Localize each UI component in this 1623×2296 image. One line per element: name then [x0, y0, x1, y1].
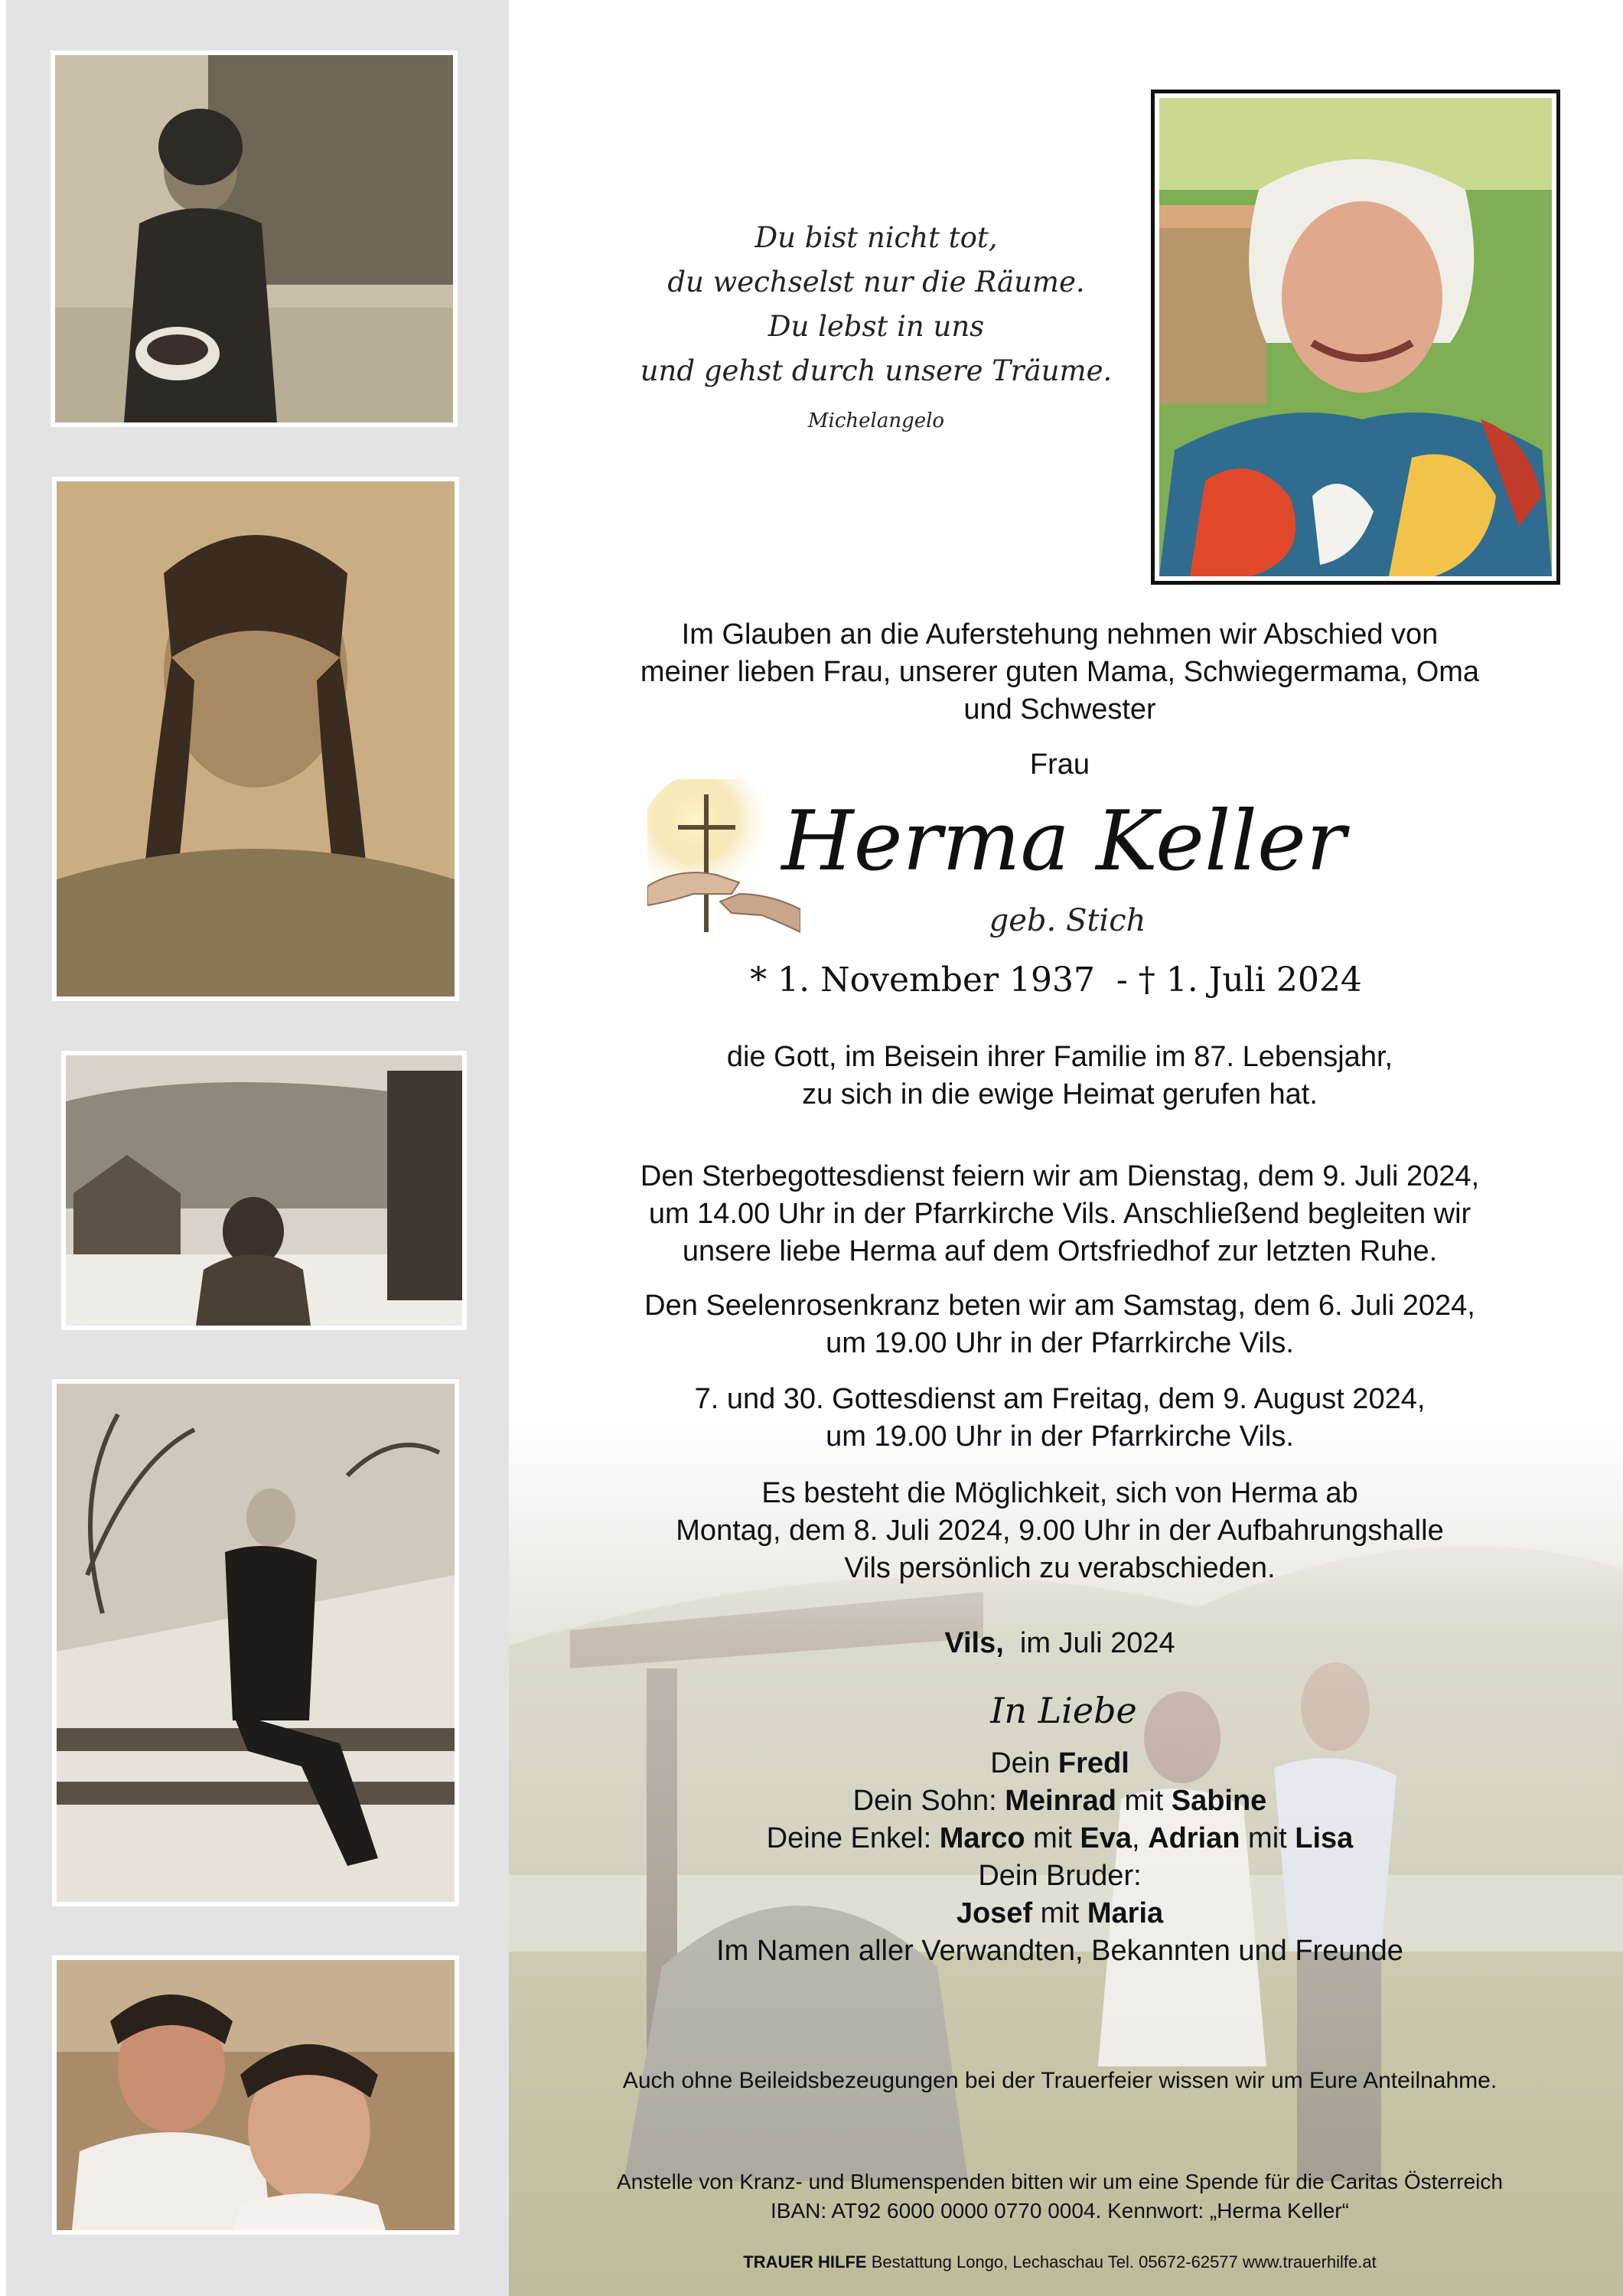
funeral-home-footer: [566, 2252, 1553, 2272]
text-line: um 19.00 Uhr in der Pfarrkirche Vils.: [826, 1327, 1294, 1359]
donation-line: Anstelle von Kranz- und Blumenspenden bitten wir um eine Spende für die Caritas Österreich: [617, 2170, 1503, 2193]
birth-date: * 1. November 1937: [750, 960, 1095, 1000]
place-date: [589, 1625, 1530, 1662]
family-line: Im Namen aller Verwandten, Bekannten und Freunde: [716, 1935, 1403, 1967]
in-love-heading: In Liebe: [990, 1690, 1137, 1731]
donation-line: IBAN: AT92 6000 0000 0770 0004. Kennwort: „Herma Keller“: [771, 2199, 1349, 2223]
text-line: Es besteht die Möglichkeit, sich von Herma ab: [761, 1477, 1358, 1509]
maiden-name: geb. Stich: [989, 903, 1146, 938]
family-list: [589, 1745, 1530, 1970]
place-date-text: im Juli 2024: [1019, 1627, 1175, 1659]
text-line: Den Seelenrosenkranz beten wir am Samstag, dem 6. Juli 2024,: [644, 1290, 1475, 1322]
text-line: Vils persönlich zu verabschieden.: [844, 1552, 1276, 1584]
footer-brand: TRAUER HILFE: [743, 2252, 867, 2272]
life-dates: [735, 960, 1377, 1000]
place-town: Vils,: [944, 1627, 1004, 1659]
text-line: 7. und 30. Gottesdienst am Freitag, dem 9. August 2024,: [694, 1383, 1426, 1415]
text-line: zu sich in die ewige Heimat gerufen hat.: [802, 1078, 1318, 1110]
family-line: Dein Bruder:: [978, 1860, 1142, 1892]
salutation: Frau: [1029, 748, 1090, 781]
quote-line: Du lebst in uns: [768, 310, 985, 343]
death-date: - † 1. Juli 2024: [1116, 960, 1362, 1000]
couple-photo: [52, 1955, 459, 2235]
intro-line: und Schwester: [963, 693, 1156, 726]
rosary-text: [589, 1287, 1530, 1362]
memorial-quote: [627, 216, 1125, 393]
text-line: um 19.00 Uhr in der Pfarrkirche Vils.: [826, 1420, 1294, 1453]
winter-village-photo: [61, 1051, 467, 1330]
text-line: unsere liebe Herma auf dem Ortsfriedhof zur letzten Ruhe.: [682, 1235, 1438, 1267]
family-line: Deine Enkel: Marco mit Eva, Adrian mit Lisa: [766, 1822, 1354, 1854]
quote-line: und gehst durch unsere Träume.: [640, 354, 1113, 387]
memorial-mass-text: [589, 1381, 1530, 1456]
intro-line: meiner lieben Frau, unserer guten Mama, Schwiegermama, Oma: [640, 656, 1480, 688]
text-line: die Gott, im Beisein ihrer Familie im 87. Lebensjahr,: [726, 1041, 1393, 1073]
family-line: Josef mit Maria: [956, 1897, 1164, 1929]
footer-details: Bestattung Longo, Lechaschau Tel. 05672-62577 www.trauerhilfe.at: [866, 2252, 1377, 2272]
funeral-service-text: [589, 1158, 1530, 1270]
quote-line: du wechselst nur die Räume.: [667, 266, 1085, 298]
deceased-name: Herma Keller: [781, 794, 1346, 889]
viewing-text: [589, 1475, 1530, 1587]
text-line: Montag, dem 8. Juli 2024, 9.00 Uhr in der Aufbahrungshalle: [676, 1515, 1444, 1547]
quote-line: Du bist nicht tot,: [754, 221, 998, 254]
donation-note: [566, 2167, 1553, 2226]
youth-portrait-photo: [52, 477, 459, 1001]
quote-author: Michelangelo: [807, 409, 945, 432]
intro-text: [589, 616, 1530, 729]
text-line: um 14.00 Uhr in der Pfarrkirche Vils. Anschließend begleiten wir: [648, 1198, 1471, 1230]
condolence-note: Auch ohne Beileidsbezeugungen bei der Trauerfeier wissen wir um Eure Anteilnahme.: [622, 2068, 1498, 2093]
family-line: Dein Fredl: [990, 1747, 1129, 1779]
text-line: Den Sterbegottesdienst feiern wir am Dienstag, dem 9. Juli 2024,: [640, 1160, 1480, 1192]
intro-line: Im Glauben an die Auferstehung nehmen wir Abschied von: [681, 618, 1439, 651]
deceased-portrait-photo: [1151, 90, 1560, 585]
called-home-text: [589, 1039, 1530, 1114]
winter-fence-photo: [52, 1379, 459, 1906]
family-line: Dein Sohn: Meinrad mit Sabine: [852, 1785, 1267, 1817]
childhood-photo: [51, 51, 458, 427]
